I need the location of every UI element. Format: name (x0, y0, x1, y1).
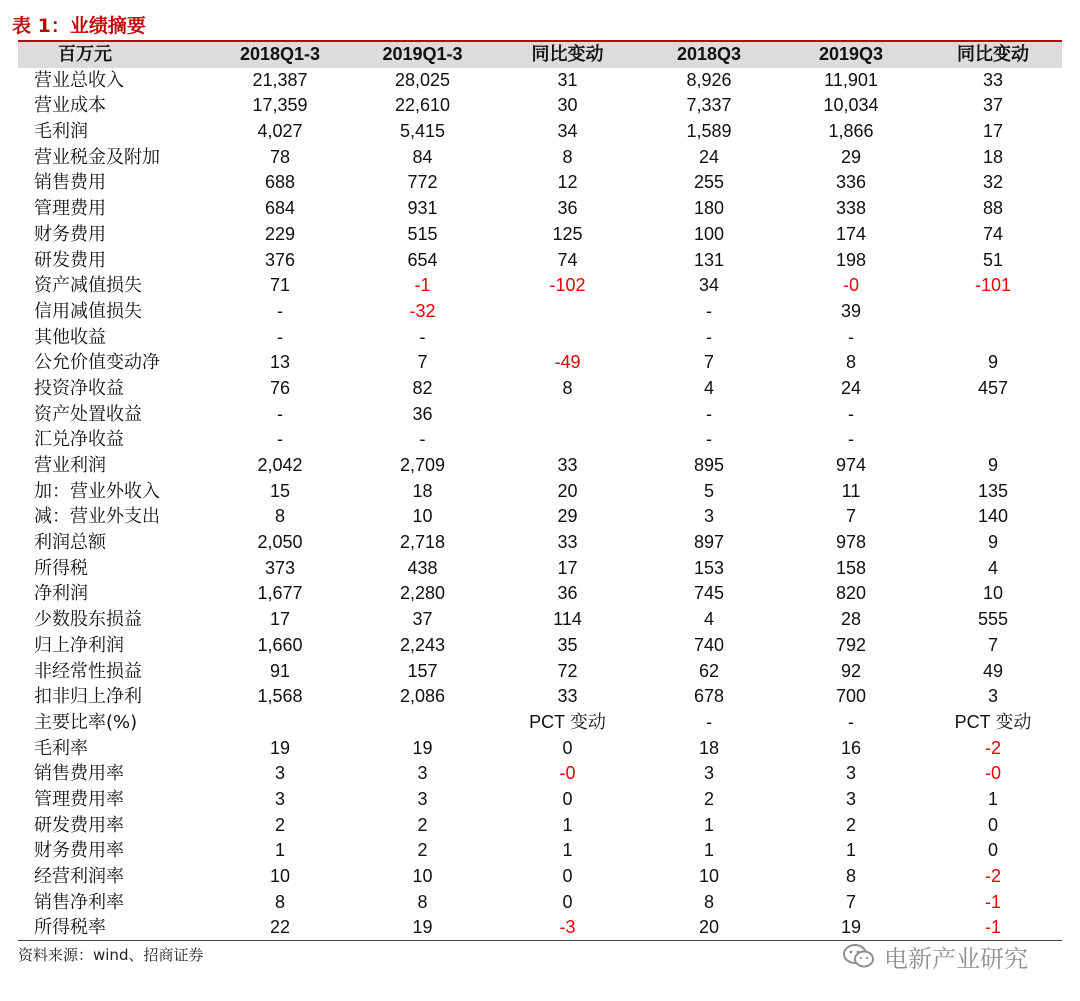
table-cell: 9 (987, 532, 998, 553)
table-cell: 158 (835, 557, 867, 578)
table-row (18, 68, 1062, 94)
table-cell: 931 (407, 198, 438, 219)
wechat-icon (842, 943, 876, 969)
table-cell: 2,709 (399, 455, 446, 475)
table-cell: 8 (562, 146, 573, 167)
table-cell: 31 (557, 69, 578, 90)
table-cell: 9 (987, 455, 998, 475)
row-label: 其他收益 (34, 326, 106, 348)
table-cell: - (277, 300, 283, 321)
row-label: 净利润 (34, 583, 88, 605)
table-cell: 688 (264, 172, 296, 193)
table-cell: 2 (845, 814, 856, 835)
table-cell: 11,901 (824, 69, 878, 90)
table-row (18, 222, 1062, 248)
table-cell: 0 (987, 840, 998, 861)
row-label: 营业成本 (34, 95, 106, 117)
header-cell-2019q3: 2019Q3 (818, 44, 884, 64)
table-cell: PCT 变动 (529, 711, 606, 732)
table-cell: 8 (562, 377, 573, 398)
row-label: 毛利率 (34, 737, 88, 759)
table-cell: 654 (407, 249, 438, 270)
table-cell: 438 (407, 557, 438, 578)
table-cell (210, 710, 350, 736)
table-row (18, 93, 1062, 119)
table-cell: 338 (835, 198, 867, 219)
table-cell: 72 (557, 660, 578, 681)
table-cell: 174 (835, 223, 867, 244)
table-cell: 336 (835, 172, 867, 193)
table-cell: -0 (984, 763, 1001, 784)
table-cell: 19 (412, 917, 433, 938)
table-cell: 8 (845, 866, 856, 886)
row-label: 研发费用率 (34, 814, 124, 836)
table-cell: 1,589 (686, 121, 732, 142)
table-cell: - (277, 429, 283, 450)
table-cell: - (848, 403, 854, 424)
table-cell: 3 (987, 686, 998, 707)
table-cell (924, 402, 1062, 428)
table-cell: -1 (984, 917, 1001, 938)
table-cell: 15 (269, 480, 291, 501)
table-cell: 62 (698, 660, 720, 681)
table-cell: 12 (557, 172, 578, 193)
table-cell: 8 (274, 891, 285, 912)
table-cell: 3 (417, 763, 428, 784)
table-row (18, 479, 1062, 505)
table-cell: 7,337 (686, 95, 732, 116)
table-cell: - (848, 429, 854, 450)
table-cell: 17 (982, 121, 1004, 142)
row-label: 汇兑净收益 (34, 429, 124, 451)
table-cell: 125 (552, 223, 583, 244)
table-cell: 1,866 (828, 121, 874, 142)
table-cell (495, 427, 640, 453)
table-cell: -0 (842, 275, 859, 296)
table-cell: 10 (698, 866, 720, 886)
table-cell: 1,568 (257, 686, 303, 707)
header-cell-unit: 百万元 (58, 44, 112, 65)
header-cell-yoy-change-2: 同比变动 (957, 44, 1029, 64)
table-cell: 376 (264, 249, 296, 270)
table-row (18, 145, 1062, 171)
row-label: 管理费用 (34, 198, 106, 220)
table-cell: 3 (274, 788, 285, 809)
table-cell: 19 (412, 737, 433, 758)
table-cell: -101 (974, 275, 1012, 296)
table-cell: - (706, 429, 712, 450)
table-row (18, 170, 1062, 196)
table-cell: -2 (984, 866, 1001, 886)
table-cell: 35 (557, 634, 578, 655)
header-cell-2018q1-3: 2018Q1-3 (239, 44, 321, 64)
table-row (18, 196, 1062, 222)
table-row (18, 376, 1062, 402)
table-cell: 17 (557, 557, 578, 578)
row-label: 销售费用率 (34, 763, 124, 785)
table-cell: 28,025 (394, 69, 451, 90)
table-cell: 21,387 (252, 69, 308, 90)
table-cell: 92 (840, 660, 862, 681)
table-cell: 9 (987, 352, 998, 373)
table-cell: 114 (553, 609, 582, 630)
header-cell-2019q1-3: 2019Q1-3 (382, 44, 463, 64)
table-cell: 20 (698, 917, 720, 938)
table-cell: 32 (982, 172, 1004, 193)
table-cell: 745 (693, 583, 725, 604)
row-label: 非经常性损益 (34, 660, 142, 682)
table-row (18, 402, 1062, 428)
table-cell: 684 (264, 198, 296, 219)
table-cell: 2,718 (399, 532, 446, 553)
table-cell: 74 (982, 223, 1004, 244)
table-row (18, 607, 1062, 633)
table-row (18, 890, 1062, 916)
table-cell: 2,042 (257, 455, 303, 475)
table-cell: 3 (703, 763, 714, 784)
table-cell: 7 (417, 352, 428, 373)
table-cell: 2,280 (399, 583, 446, 604)
table-cell: -1 (984, 891, 1001, 912)
table-row (18, 453, 1062, 479)
table-cell: 76 (269, 377, 291, 398)
table-cell: - (848, 711, 854, 732)
table-cell: 7 (845, 506, 856, 527)
table-row (18, 761, 1062, 787)
table-cell: -2 (984, 737, 1001, 758)
table-cell: 100 (693, 223, 725, 244)
table-row (18, 504, 1062, 530)
table-cell: 1 (703, 814, 714, 835)
table-row (18, 736, 1062, 762)
table-cell: 19 (269, 737, 291, 758)
table-cell: - (848, 326, 854, 347)
table-row (18, 813, 1062, 839)
table-cell: 2 (274, 814, 285, 835)
table-cell: 895 (693, 455, 725, 475)
table-cell: 10 (412, 506, 433, 527)
table-row (18, 556, 1062, 582)
table-cell: 22 (269, 917, 291, 938)
table-cell: 49 (982, 660, 1004, 681)
row-label: 信用减值损失 (34, 300, 142, 322)
table-cell: 37 (982, 95, 1004, 116)
table-cell: 1 (562, 814, 573, 835)
table-cell: 33 (557, 455, 578, 475)
table-cell: -49 (554, 352, 581, 373)
table-cell: 1,660 (257, 634, 303, 655)
row-label: 营业税金及附加 (34, 146, 160, 168)
table-cell: 1 (987, 788, 998, 809)
table-row (18, 633, 1062, 659)
table-cell: 772 (407, 172, 438, 193)
table-cell: 29 (840, 146, 862, 167)
table-cell: 700 (835, 686, 867, 707)
table-cell: 4 (703, 609, 714, 630)
row-label: 财务费用率 (34, 840, 124, 862)
table-cell: 8 (845, 352, 856, 373)
table-cell: 34 (698, 275, 720, 296)
row-label: 管理费用率 (34, 788, 124, 810)
table-cell: - (706, 326, 712, 347)
table-row (18, 787, 1062, 813)
table-cell: 24 (840, 377, 862, 398)
table-cell: 153 (693, 557, 725, 578)
table-cell: 82 (412, 377, 433, 398)
row-label: 资产处置收益 (34, 403, 142, 425)
table-cell: 19 (840, 917, 862, 938)
table-cell: 24 (698, 146, 720, 167)
table-cell: 17,359 (252, 95, 308, 116)
table-cell: - (277, 403, 283, 424)
table-cell (495, 299, 640, 325)
table-cell (924, 299, 1062, 325)
table-row (18, 710, 1062, 736)
source-note: 资料来源：wind、招商证券 (18, 946, 204, 964)
row-label: 加：营业外收入 (34, 480, 160, 502)
table-cell: 30 (557, 95, 578, 116)
table-cell: - (706, 300, 712, 321)
row-label: 所得税率 (34, 917, 106, 939)
row-label: 销售净利率 (34, 891, 124, 913)
table-cell: 84 (412, 146, 433, 167)
table-cell: 2,086 (399, 686, 446, 707)
watermark-text: 电新产业研究 (884, 944, 1028, 973)
table-cell: 18 (698, 737, 720, 758)
table-cell: -1 (414, 275, 431, 296)
table-row (18, 530, 1062, 556)
table-cell: 10 (269, 866, 291, 886)
table-cell: 3 (274, 763, 285, 784)
table-cell: 8 (274, 506, 285, 527)
table-cell: 7 (987, 634, 998, 655)
table-cell: 4 (987, 557, 998, 578)
table-cell: 1 (562, 840, 573, 861)
table-cell: 792 (835, 634, 867, 655)
table-cell: 3 (845, 788, 856, 809)
table-cell: 33 (982, 69, 1004, 90)
table-title: 表 1：业绩摘要 (12, 15, 146, 37)
row-label: 销售费用 (34, 172, 106, 194)
table-cell: 74 (557, 249, 578, 270)
table-cell: 11 (841, 480, 861, 501)
table-cell: 180 (693, 198, 725, 219)
table-cell: 51 (982, 249, 1004, 270)
table-cell: -3 (559, 917, 576, 938)
table-cell (924, 325, 1062, 351)
table-cell: 4,027 (257, 121, 303, 142)
row-label: 公允价值变动净 (34, 352, 160, 374)
table-cell: 229 (264, 223, 296, 244)
row-label: 利润总额 (34, 532, 106, 554)
table-cell: 131 (693, 249, 725, 270)
table-cell: 36 (557, 583, 578, 604)
table-cell: 88 (982, 198, 1004, 219)
table-cell: - (706, 711, 712, 732)
table-cell: 373 (264, 557, 296, 578)
table-cell: - (419, 326, 426, 347)
table-cell: 157 (407, 660, 438, 681)
table-cell: 39 (840, 300, 862, 321)
table-header-row (18, 40, 1062, 68)
header-cell-2018q3: 2018Q3 (676, 44, 742, 64)
table-cell: 255 (693, 172, 725, 193)
table-cell: 36 (557, 198, 578, 219)
table-cell: 29 (557, 506, 578, 527)
table-cell: 140 (977, 506, 1009, 527)
table-row (18, 427, 1062, 453)
table-row (18, 248, 1062, 274)
row-label: 经营利润率 (34, 866, 124, 887)
table-cell: 515 (407, 223, 438, 244)
row-label: 毛利润 (34, 121, 88, 143)
table-cell: 1 (703, 840, 714, 861)
row-label: 所得税 (34, 557, 88, 579)
financial-summary-table (18, 40, 1062, 941)
table-cell: 555 (977, 609, 1009, 630)
table-cell: 978 (835, 532, 867, 553)
table-cell: 37 (412, 609, 433, 630)
table-cell: 0 (562, 891, 573, 912)
table-row (18, 299, 1062, 325)
table-cell: 0 (562, 737, 573, 758)
row-label: 研发费用 (34, 249, 106, 271)
table-cell: 13 (269, 352, 291, 373)
table-cell: 1 (274, 840, 285, 861)
table-row (18, 864, 1062, 890)
table-cell: 16 (840, 737, 862, 758)
table-cell: 7 (845, 891, 856, 912)
table-row (18, 659, 1062, 685)
row-label: 少数股东损益 (34, 609, 142, 631)
row-label: 资产减值损失 (34, 275, 142, 297)
table-cell (495, 325, 640, 351)
table-cell: PCT 变动 (954, 711, 1032, 732)
table-cell: 8 (417, 891, 428, 912)
table-cell: 2,243 (399, 634, 446, 655)
table-cell: -0 (559, 763, 576, 784)
row-label: 财务费用 (34, 223, 106, 245)
table-cell: -32 (409, 300, 436, 321)
table-row (18, 684, 1062, 710)
row-label: 归上净利润 (34, 634, 124, 656)
table-cell: - (419, 429, 426, 450)
table-row (18, 838, 1062, 864)
table-cell: 740 (693, 634, 725, 655)
table-cell: 78 (269, 146, 291, 167)
table-cell: 2 (417, 814, 428, 835)
row-label: 主要比率(%) (34, 711, 138, 733)
table-cell: 1,677 (257, 583, 303, 604)
table-cell: 8,926 (686, 69, 732, 90)
table-cell: -102 (549, 275, 586, 296)
table-cell: 2 (703, 788, 714, 809)
row-label: 扣非归上净利 (34, 686, 142, 708)
table-cell: 897 (693, 532, 725, 553)
table-cell: 36 (412, 403, 433, 424)
table-cell: 3 (845, 763, 856, 784)
table-cell (495, 402, 640, 428)
watermark (842, 938, 1028, 974)
table-cell: 33 (557, 686, 578, 707)
table-cell: 820 (835, 583, 867, 604)
table-cell: - (277, 326, 283, 347)
table-cell: 135 (977, 480, 1009, 501)
table-cell: 20 (557, 480, 578, 501)
table-cell: 3 (417, 788, 428, 809)
table-cell: 10,034 (823, 95, 879, 116)
row-label: 减：营业外支出 (34, 506, 160, 528)
table-cell: - (706, 403, 712, 424)
table-cell: 678 (693, 686, 725, 707)
table-cell: 974 (835, 455, 867, 475)
header-cell-yoy-change-1: 同比变动 (531, 44, 604, 64)
table-cell: 3 (703, 506, 714, 527)
table-cell: 8 (703, 891, 714, 912)
table-cell: 18 (982, 146, 1004, 167)
table-cell: 10 (412, 866, 433, 886)
table-cell: 71 (269, 275, 291, 296)
table-cell (350, 710, 495, 736)
table-cell: 10 (982, 583, 1004, 604)
table-cell: 2,050 (257, 532, 303, 553)
table-cell: 22,610 (394, 95, 451, 116)
table-cell: 2 (417, 840, 428, 861)
table-cell: 198 (835, 249, 867, 270)
table-cell: 5 (703, 480, 714, 501)
table-cell: 91 (269, 660, 291, 681)
table-cell: 18 (412, 480, 433, 501)
table-cell: 34 (557, 121, 578, 142)
table-cell: 7 (703, 352, 714, 373)
table-row (18, 350, 1062, 376)
table-cell: 0 (562, 788, 573, 809)
table-body (18, 68, 1062, 941)
table-cell: 1 (845, 840, 856, 861)
table-row (18, 325, 1062, 351)
row-label: 投资净收益 (34, 377, 124, 399)
table-cell: 33 (557, 532, 578, 553)
table-cell (924, 427, 1062, 453)
table-cell: 5,415 (399, 121, 446, 142)
table-cell: 457 (977, 377, 1009, 398)
row-label: 营业利润 (34, 455, 106, 476)
row-label: 营业总收入 (34, 69, 124, 91)
table-row (18, 273, 1062, 299)
table-cell: 28 (840, 609, 862, 630)
table-cell: 17 (269, 609, 291, 630)
table-cell: 4 (703, 377, 714, 398)
table-row (18, 581, 1062, 607)
table-cell: 0 (987, 814, 998, 835)
table-cell: 0 (562, 866, 573, 886)
table-row (18, 119, 1062, 145)
